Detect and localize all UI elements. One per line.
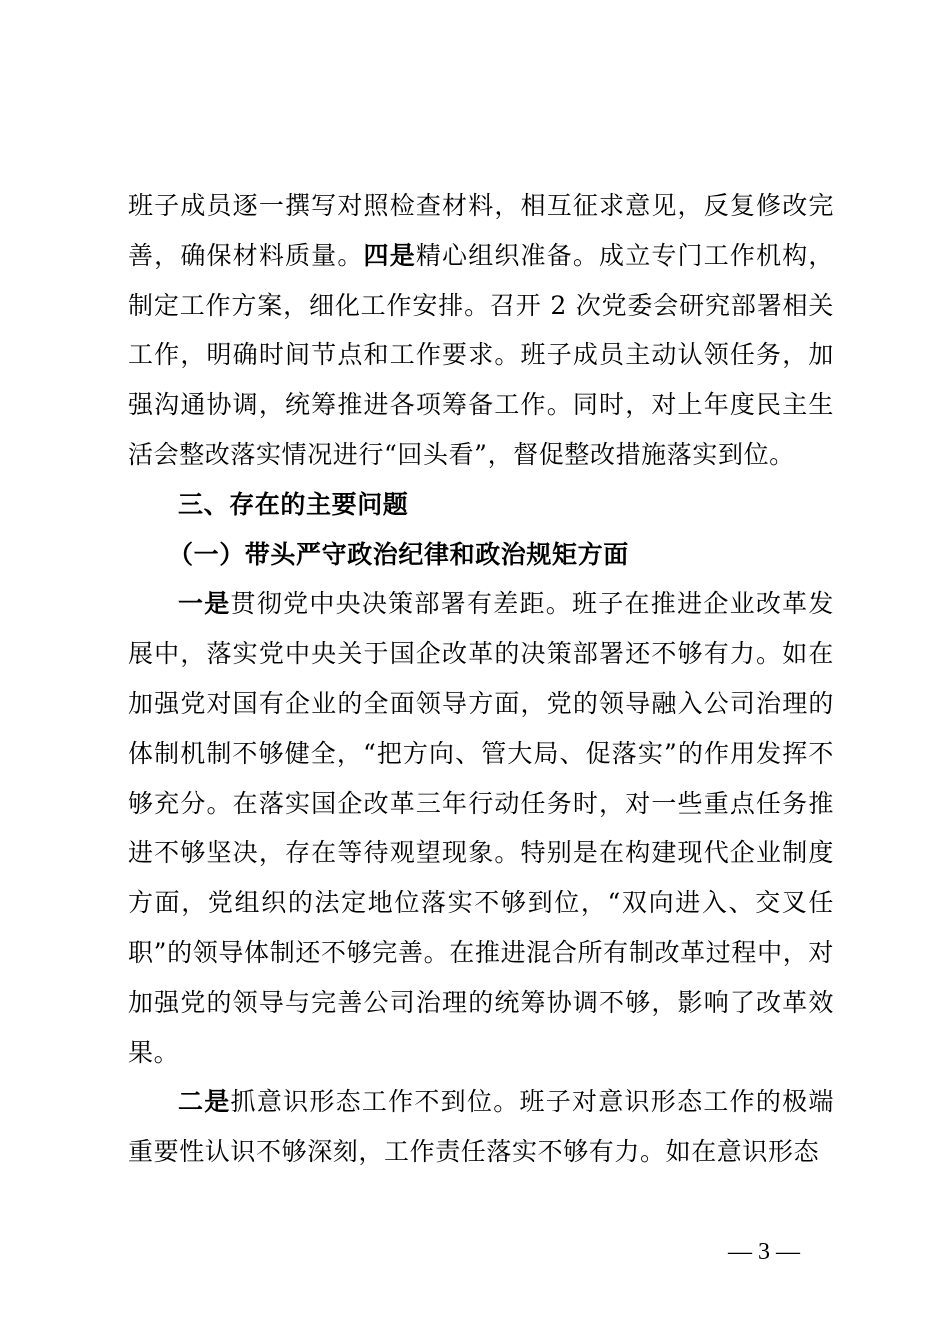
paragraph-issue-two <box>128 1077 834 1177</box>
section-heading: 三、存在的主要问题 <box>178 489 409 519</box>
subsection-heading: （一）带头严守政治纪律和政治规矩方面 <box>168 539 629 569</box>
paragraph-text: 抓意识形态工作不到位。班子对意识形态工作的极端重要性认识不够深刻，工作责任落实不够有力。如在意识形态 <box>128 1087 835 1167</box>
paragraph-preparation <box>128 181 834 480</box>
paragraph-issue-one <box>128 579 834 1077</box>
paragraph-text: 班子成员逐一撰写对照检查材料，相互征求意见，反复修改完善，确保材料质量。 <box>128 191 834 270</box>
paragraph-lead-one: 一是 <box>178 589 231 619</box>
paragraph-lead-two: 二是 <box>178 1087 231 1117</box>
paragraph-lead-four: 四是 <box>363 240 416 270</box>
paragraph-text: 贯彻党中央决策部署有差距。班子在推进企业改革发展中，落实党中央关于国企改革的决策部署还不够有力。如在加强党对国有企业的全面领导方面，党的领导融入公司治理的体制机制不够健全，“把方向、管大局、促落实”的作用发挥不够充分。在落实国企改革三年行动任务时，对一些重点任务推进不够坚决，存在等待观望现象。特别是在构建现代企业制度方面，党组织的法定地位落实不够到位，“双向进入、交叉任职”的领导体制还不够完善。在推进混合所有制改革过程中，对加强党的领导与完善公司治理的统筹协调不够，影响了改革效果。 <box>128 589 835 1067</box>
paragraph-text: 精心组织准备。成立专门工作机构，制定工作方案，细化工作安排。召开 2 次党委会研究部署相关工作，明确时间节点和工作要求。班子成员主动认领任务，加强沟通协调，统筹推进各项筹备工作。同时，对上年度民主生活会整改落实情况进行“回头看”，督促整改措施落实到位。 <box>128 240 835 469</box>
document-body <box>128 181 834 1177</box>
page-number: — 3 — <box>728 1239 800 1265</box>
